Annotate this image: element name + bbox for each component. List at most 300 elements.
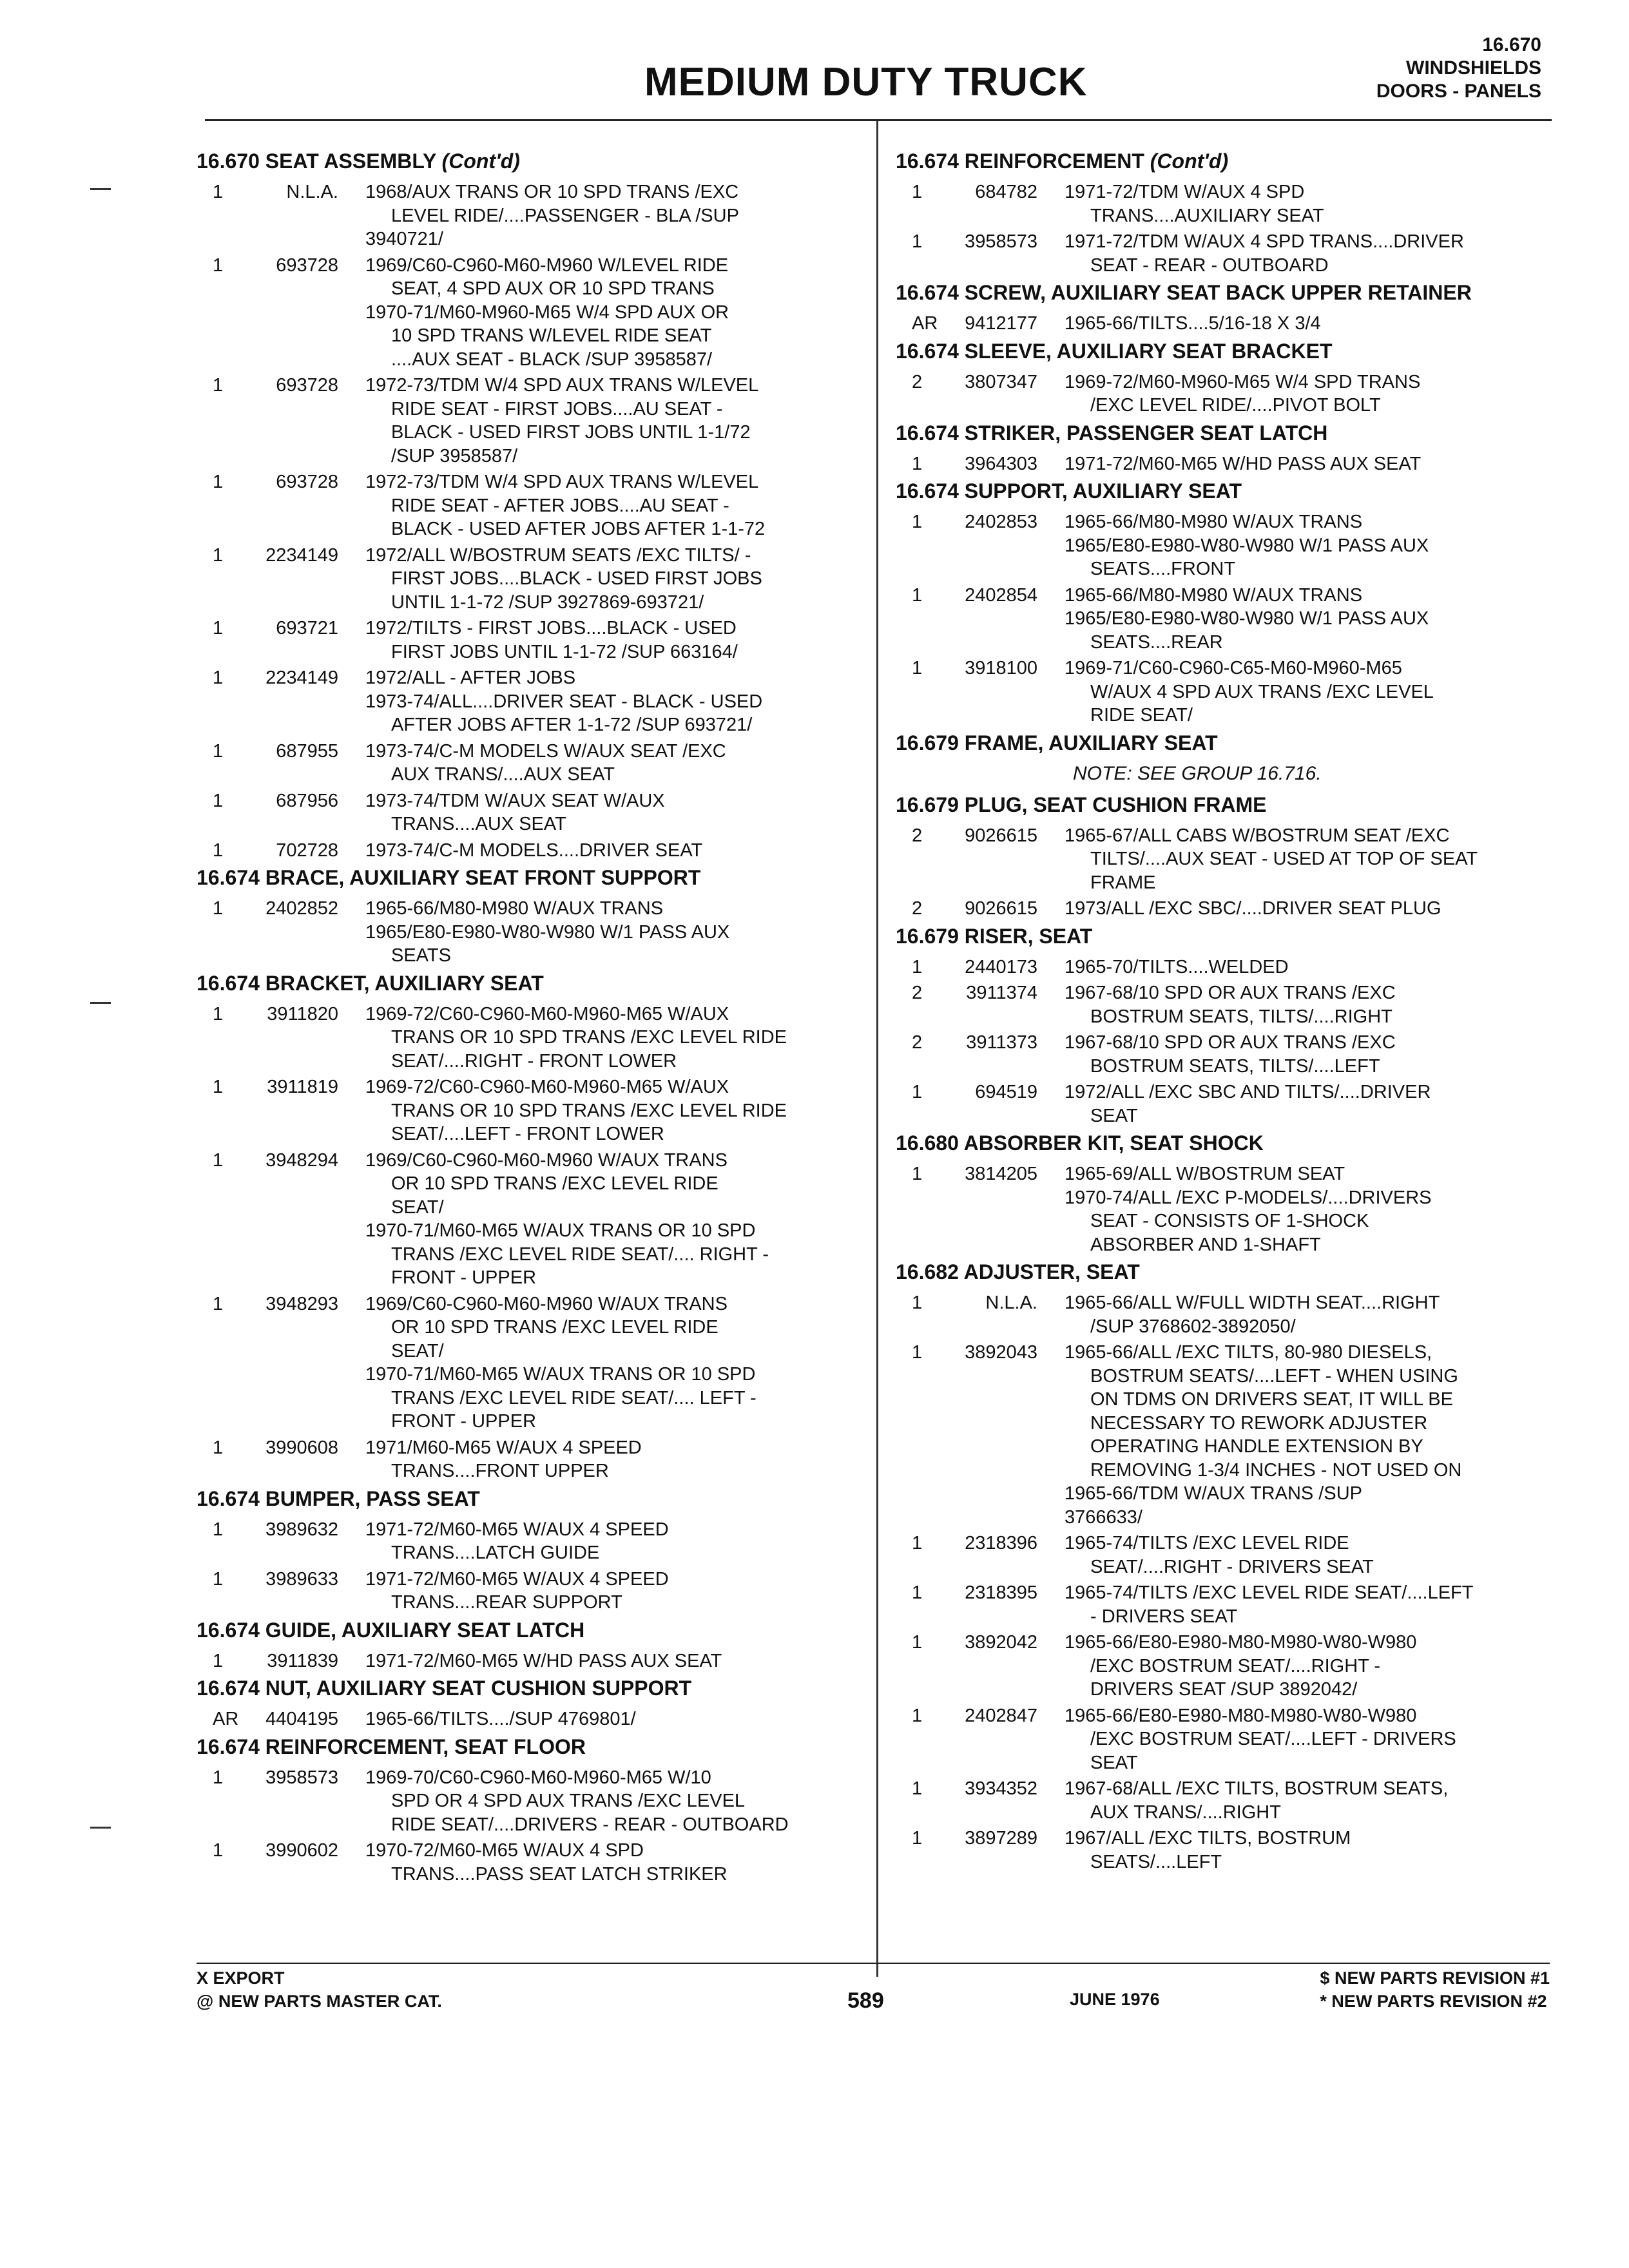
section-title xyxy=(197,970,854,996)
page-number: 589 xyxy=(847,1988,884,2013)
part-number: 3807347 xyxy=(965,371,1037,392)
description-line: 1969-72/C60-C960-M60-M960-M65 W/AUX xyxy=(365,1077,729,1097)
part-description xyxy=(1065,897,1553,921)
section-title-text: 16.674 BRACKET, AUXILIARY SEAT xyxy=(197,971,544,995)
section-title-text: 16.674 SCREW, AUXILIARY SEAT BACK UPPER RETAINER xyxy=(896,281,1472,304)
description-line: 1970-72/M60-M65 W/AUX 4 SPD xyxy=(365,1840,644,1861)
part-description xyxy=(365,1003,854,1073)
part-description xyxy=(1065,370,1553,418)
part-row xyxy=(197,254,854,372)
section-title-text: 16.674 SUPPORT, AUXILIARY SEAT xyxy=(896,479,1242,503)
part-quantity: 1 xyxy=(213,1519,224,1540)
part-quantity: 1 xyxy=(213,898,224,919)
part-row xyxy=(197,1149,854,1290)
description-line: /SUP 3958587/ xyxy=(391,445,518,466)
header-rule xyxy=(205,119,1552,121)
description-line: TILTS/....AUX SEAT - USED AT TOP OF SEAT xyxy=(1090,849,1478,869)
part-number: 684782 xyxy=(975,182,1037,202)
catalog-section xyxy=(896,792,1553,921)
section-title-text: 16.682 ADJUSTER, SEAT xyxy=(896,1260,1140,1283)
catalog-section xyxy=(896,1130,1553,1256)
part-description xyxy=(1065,510,1553,581)
part-number: 2234149 xyxy=(265,668,338,688)
part-row xyxy=(197,740,854,787)
part-description xyxy=(1065,1827,1553,1874)
description-line: OPERATING HANDLE EXTENSION BY xyxy=(1090,1436,1423,1457)
part-row xyxy=(197,617,854,664)
part-row xyxy=(197,1518,854,1565)
legend-revision-1: $ NEW PARTS REVISION #1 xyxy=(1320,1968,1550,1988)
description-line: 1973-74/TDM W/AUX SEAT W/AUX xyxy=(365,790,665,811)
part-row xyxy=(896,1341,1553,1529)
section-title xyxy=(896,923,1553,949)
part-quantity: 1 xyxy=(213,1650,224,1671)
legend-export: X EXPORT xyxy=(197,1968,285,1988)
section-continued-label: (Cont'd) xyxy=(1150,149,1229,173)
part-description xyxy=(1065,1581,1553,1628)
part-row xyxy=(197,1293,854,1434)
group-heading xyxy=(1271,34,1541,103)
description-line: FRAME xyxy=(1090,872,1156,893)
section-title xyxy=(896,148,1553,174)
part-number: 2318396 xyxy=(965,1533,1037,1553)
description-line: 1965-66/TILTS..../SUP 4769801/ xyxy=(365,1709,636,1729)
part-number: 694519 xyxy=(975,1082,1037,1102)
catalog-section xyxy=(896,1259,1553,1874)
part-number: 9412177 xyxy=(965,313,1037,334)
part-quantity: 1 xyxy=(213,375,224,396)
part-quantity: 1 xyxy=(912,1828,923,1849)
part-number: 3934352 xyxy=(965,1778,1037,1799)
description-line: SEATS....REAR xyxy=(1090,631,1223,653)
description-line: ABSORBER AND 1-SHAFT xyxy=(1090,1234,1321,1255)
part-quantity: 1 xyxy=(213,1077,224,1097)
description-line: SEAT/ xyxy=(391,1340,444,1361)
part-number: 702728 xyxy=(276,840,338,861)
part-quantity: 2 xyxy=(912,1032,923,1053)
description-line: BLACK - USED FIRST JOBS UNTIL 1-1/72 xyxy=(391,422,751,443)
part-quantity: 1 xyxy=(213,182,224,202)
description-line: 1965/E80-E980-W80-W980 W/1 PASS AUX xyxy=(1065,535,1429,556)
part-number: 3948293 xyxy=(265,1293,338,1314)
part-row xyxy=(896,230,1553,277)
part-description xyxy=(1065,1704,1553,1775)
part-description xyxy=(1065,824,1553,895)
part-description xyxy=(1065,452,1553,476)
description-line: 1965-70/TILTS....WELDED xyxy=(1065,956,1289,977)
part-number: 2440173 xyxy=(965,956,1037,977)
description-line: SEAT xyxy=(1090,1105,1138,1126)
description-line: FIRST JOBS....BLACK - USED FIRST JOBS xyxy=(391,568,762,589)
part-number: 3911819 xyxy=(267,1077,338,1097)
part-quantity: 2 xyxy=(912,371,923,392)
part-row xyxy=(197,1766,854,1837)
section-title xyxy=(197,1486,854,1512)
part-number: 693728 xyxy=(276,255,338,276)
part-row xyxy=(197,544,854,615)
part-quantity: 1 xyxy=(213,1840,224,1861)
description-line: 1971-72/M60-M65 W/HD PASS AUX SEAT xyxy=(365,1650,722,1671)
description-line: BOSTRUM SEATS, TILTS/....RIGHT xyxy=(1090,1006,1393,1027)
section-title-text: 16.674 SLEEVE, AUXILIARY SEAT BRACKET xyxy=(896,339,1333,363)
part-row xyxy=(197,789,854,836)
part-number: 3989632 xyxy=(265,1519,338,1540)
part-row xyxy=(896,1081,1553,1128)
part-row xyxy=(197,180,854,251)
description-line: OR 10 SPD TRANS /EXC LEVEL RIDE xyxy=(391,1173,718,1194)
section-title xyxy=(197,1617,854,1643)
part-row xyxy=(896,657,1553,727)
part-description xyxy=(1065,180,1553,227)
part-row xyxy=(197,470,854,541)
part-quantity: 2 xyxy=(912,898,923,919)
catalog-section xyxy=(896,730,1553,785)
section-title xyxy=(197,1734,854,1760)
part-description xyxy=(1065,1162,1553,1256)
footer-legend-right xyxy=(1320,1966,1550,2013)
section-title-text: 16.679 PLUG, SEAT CUSHION FRAME xyxy=(896,793,1267,816)
part-row xyxy=(197,1436,854,1483)
description-line: LEVEL RIDE/....PASSENGER - BLA /SUP xyxy=(391,205,739,226)
part-description xyxy=(365,470,854,541)
part-row xyxy=(896,824,1553,895)
part-description xyxy=(365,789,854,836)
description-line: 1973-74/ALL....DRIVER SEAT - BLACK - USED xyxy=(365,691,763,712)
part-number: 3948294 xyxy=(265,1149,338,1171)
column-divider xyxy=(876,121,878,1977)
section-title-text: 16.674 BRACE, AUXILIARY SEAT FRONT SUPPORT xyxy=(197,866,701,889)
description-line: SEAT/....RIGHT - DRIVERS SEAT xyxy=(1090,1556,1374,1577)
part-description xyxy=(365,740,854,787)
part-row xyxy=(197,839,854,863)
part-row xyxy=(896,1532,1553,1579)
description-line: FRONT - UPPER xyxy=(391,1411,537,1432)
description-line: AUX TRANS/....RIGHT xyxy=(1090,1802,1281,1823)
description-line: SEAT/....RIGHT - FRONT LOWER xyxy=(391,1050,677,1072)
description-line: SEAT/....LEFT - FRONT LOWER xyxy=(391,1124,664,1144)
part-quantity: 1 xyxy=(213,790,224,811)
part-row xyxy=(896,312,1553,336)
catalog-section xyxy=(896,338,1553,418)
part-description xyxy=(1065,1031,1553,1078)
section-continued-label: (Cont'd) xyxy=(441,149,520,173)
part-number: 9026615 xyxy=(965,898,1037,919)
margin-tick xyxy=(90,1827,111,1829)
description-line: FIRST JOBS UNTIL 1-1-72 /SUP 663164/ xyxy=(391,641,738,662)
description-line: NECESSARY TO REWORK ADJUSTER xyxy=(1090,1412,1428,1434)
part-description xyxy=(1065,1291,1553,1338)
section-title-text: 16.680 ABSORBER KIT, SEAT SHOCK xyxy=(896,1131,1264,1155)
part-number: 2402847 xyxy=(965,1705,1037,1726)
part-description xyxy=(365,1766,854,1837)
part-description xyxy=(365,1839,854,1886)
description-line: 1971-72/TDM W/AUX 4 SPD xyxy=(1065,182,1305,202)
part-number: 3911373 xyxy=(966,1032,1037,1053)
description-line: 1967/ALL /EXC TILTS, BOSTRUM xyxy=(1065,1828,1351,1849)
page-footer xyxy=(197,1965,1550,2030)
part-quantity: 1 xyxy=(213,740,224,762)
catalog-section xyxy=(197,865,854,968)
part-row xyxy=(896,1631,1553,1702)
part-quantity: 1 xyxy=(912,1533,923,1553)
part-row xyxy=(896,1704,1553,1775)
description-line: W/AUX 4 SPD AUX TRANS /EXC LEVEL xyxy=(1090,681,1434,702)
description-line: RIDE SEAT - AFTER JOBS....AU SEAT - xyxy=(391,495,729,516)
description-line: 1965-66/ALL W/FULL WIDTH SEAT....RIGHT xyxy=(1065,1293,1440,1313)
part-number: 2402853 xyxy=(965,512,1037,532)
description-line: 1969-70/C60-C960-M60-M960-M65 W/10 xyxy=(365,1767,711,1788)
part-row xyxy=(197,1003,854,1073)
section-title-text: 16.674 BUMPER, PASS SEAT xyxy=(197,1486,480,1510)
section-title xyxy=(896,478,1553,504)
part-number: 3990602 xyxy=(265,1840,338,1861)
part-quantity: 1 xyxy=(912,658,923,678)
description-line: 1972-73/TDM W/4 SPD AUX TRANS W/LEVEL xyxy=(365,375,759,396)
description-line: 1965-74/TILTS /EXC LEVEL RIDE SEAT/....LEFT xyxy=(1065,1582,1474,1603)
part-number: 3989633 xyxy=(265,1568,338,1590)
part-number: 687955 xyxy=(276,740,338,762)
part-description xyxy=(1065,1341,1553,1529)
part-number: 693728 xyxy=(276,472,338,492)
part-quantity: 1 xyxy=(213,255,224,276)
section-title xyxy=(896,420,1553,446)
part-number: 3918100 xyxy=(965,658,1037,678)
part-number: 3911820 xyxy=(267,1003,338,1024)
part-description xyxy=(365,617,854,664)
margin-tick xyxy=(90,188,111,190)
part-description xyxy=(365,1075,854,1146)
part-quantity: 1 xyxy=(912,584,923,606)
description-line: 1968/AUX TRANS OR 10 SPD TRANS /EXC xyxy=(365,182,739,202)
part-description xyxy=(1065,230,1553,277)
description-line: 1965-67/ALL CABS W/BOSTRUM SEAT /EXC xyxy=(1065,825,1450,846)
section-title xyxy=(896,730,1553,756)
catalog-section xyxy=(896,280,1553,336)
description-line: 3766633/ xyxy=(1065,1506,1142,1528)
catalog-section xyxy=(197,1675,854,1731)
description-line: 1965-66/M80-M980 W/AUX TRANS xyxy=(1065,512,1363,532)
part-number: 3897289 xyxy=(965,1828,1037,1849)
description-line: 1965-66/M80-M980 W/AUX TRANS xyxy=(365,898,664,919)
part-description xyxy=(365,897,854,968)
part-description xyxy=(1065,981,1553,1028)
part-description xyxy=(365,374,854,468)
description-line: 1965-74/TILTS /EXC LEVEL RIDE xyxy=(1065,1533,1349,1553)
part-description xyxy=(365,1293,854,1434)
right-column xyxy=(896,148,1553,1876)
description-line: - DRIVERS SEAT xyxy=(1090,1606,1238,1627)
section-title-text: 16.670 SEAT ASSEMBLY xyxy=(197,149,436,173)
description-line: 1965-66/TDM W/AUX TRANS /SUP xyxy=(1065,1483,1362,1504)
description-line: 1969-72/M60-M960-M65 W/4 SPD TRANS xyxy=(1065,371,1421,392)
description-line: SEAT - REAR - OUTBOARD xyxy=(1090,255,1329,276)
description-line: UNTIL 1-1-72 /SUP 3927869-693721/ xyxy=(391,591,704,613)
description-line: 1971-72/M60-M65 W/AUX 4 SPEED xyxy=(365,1568,669,1590)
description-line: 1969/C60-C960-M60-M960 W/AUX TRANS xyxy=(365,1293,728,1314)
description-line: AUX TRANS/....AUX SEAT xyxy=(391,764,615,785)
part-number: 2402854 xyxy=(965,584,1037,606)
part-quantity: 1 xyxy=(213,1568,224,1590)
part-number: 693728 xyxy=(276,375,338,396)
section-title-text: 16.674 STRIKER, PASSENGER SEAT LATCH xyxy=(896,421,1328,445)
part-row xyxy=(197,1075,854,1146)
part-row xyxy=(896,584,1553,655)
description-line: 1967-68/ALL /EXC TILTS, BOSTRUM SEATS, xyxy=(1065,1778,1449,1799)
description-line: 1969-72/C60-C960-M60-M960-M65 W/AUX xyxy=(365,1003,729,1024)
catalog-section xyxy=(197,970,854,1483)
part-quantity: 1 xyxy=(912,231,923,252)
part-row xyxy=(197,666,854,737)
part-quantity: 1 xyxy=(213,840,224,861)
description-line: 1967-68/10 SPD OR AUX TRANS /EXC xyxy=(1065,1032,1396,1053)
section-title xyxy=(197,1675,854,1701)
catalog-section xyxy=(896,148,1553,277)
description-line: 1970-71/M60-M960-M65 W/4 SPD AUX OR xyxy=(365,302,729,323)
description-line: 1965-66/M80-M980 W/AUX TRANS xyxy=(1065,584,1363,606)
page-title: MEDIUM DUTY TRUCK xyxy=(644,60,1088,104)
catalog-section xyxy=(896,420,1553,476)
section-title xyxy=(896,338,1553,364)
part-number: 3892043 xyxy=(965,1342,1037,1363)
part-number: 3958573 xyxy=(965,231,1037,252)
part-quantity: 1 xyxy=(213,1003,224,1024)
section-title-text: 16.674 REINFORCEMENT xyxy=(896,149,1144,173)
part-row xyxy=(197,1839,854,1886)
part-quantity: 1 xyxy=(213,1149,224,1171)
description-line: /SUP 3768602-3892050/ xyxy=(1090,1316,1296,1337)
part-number: N.L.A. xyxy=(985,1293,1037,1313)
part-quantity: 1 xyxy=(213,1293,224,1314)
part-description xyxy=(1065,312,1553,336)
description-line: 1973-74/C-M MODELS W/AUX SEAT /EXC xyxy=(365,740,726,762)
description-line: TRANS OR 10 SPD TRANS /EXC LEVEL RIDE xyxy=(391,1027,787,1048)
part-number: 3990608 xyxy=(265,1437,338,1458)
description-line: 1973/ALL /EXC SBC/....DRIVER SEAT PLUG xyxy=(1065,898,1441,919)
part-number: 3892042 xyxy=(965,1632,1037,1653)
part-row xyxy=(896,1162,1553,1256)
description-line: RIDE SEAT - FIRST JOBS....AU SEAT - xyxy=(391,398,723,419)
part-row xyxy=(896,897,1553,921)
section-title xyxy=(896,1259,1553,1285)
description-line: 1972/ALL /EXC SBC AND TILTS/....DRIVER xyxy=(1065,1082,1431,1102)
margin-tick xyxy=(90,1002,111,1004)
description-line: SEATS/....LEFT xyxy=(1090,1851,1222,1872)
part-quantity: 1 xyxy=(912,182,923,202)
part-number: 4404195 xyxy=(265,1709,338,1729)
part-quantity: 1 xyxy=(213,668,224,688)
part-quantity: 1 xyxy=(912,1582,923,1603)
catalog-section xyxy=(197,1734,854,1887)
part-quantity: 1 xyxy=(912,956,923,977)
part-description xyxy=(365,544,854,615)
part-row xyxy=(197,1649,854,1673)
part-row xyxy=(896,1777,1553,1824)
catalog-section xyxy=(197,1617,854,1673)
description-line: TRANS....PASS SEAT LATCH STRIKER xyxy=(391,1863,728,1885)
part-row xyxy=(896,1581,1553,1628)
part-description xyxy=(365,1436,854,1483)
section-title-text: 16.674 GUIDE, AUXILIARY SEAT LATCH xyxy=(197,1618,585,1642)
part-quantity: 1 xyxy=(912,1164,923,1184)
part-row xyxy=(896,452,1553,476)
description-line: 1971-72/M60-M65 W/AUX 4 SPEED xyxy=(365,1519,669,1540)
catalog-section xyxy=(197,1486,854,1615)
description-line: 1972-73/TDM W/4 SPD AUX TRANS W/LEVEL xyxy=(365,472,759,492)
description-line: 10 SPD TRANS W/LEVEL RIDE SEAT xyxy=(391,325,712,346)
part-quantity: 1 xyxy=(912,1778,923,1799)
part-row xyxy=(896,1291,1553,1338)
part-row xyxy=(197,897,854,968)
description-line: 3940721/ xyxy=(365,229,443,249)
part-number: 2234149 xyxy=(265,544,338,566)
description-line: ON TDMS ON DRIVERS SEAT, IT WILL BE xyxy=(1090,1389,1453,1410)
part-description xyxy=(1065,1081,1553,1128)
description-line: /EXC BOSTRUM SEAT/....RIGHT - xyxy=(1090,1655,1381,1677)
description-line: FRONT - UPPER xyxy=(391,1267,537,1288)
part-quantity: 1 xyxy=(912,1293,923,1313)
part-number: 3911839 xyxy=(267,1650,338,1671)
part-quantity: 1 xyxy=(912,1632,923,1653)
footer-rule xyxy=(197,1963,1550,1964)
section-note: NOTE: SEE GROUP 16.716. xyxy=(1073,762,1322,784)
left-column xyxy=(197,148,854,1888)
part-quantity: 2 xyxy=(912,825,923,846)
section-title xyxy=(197,148,854,174)
part-description xyxy=(1065,1777,1553,1824)
description-line: SEAT xyxy=(1090,1752,1138,1773)
legend-revision-2: * NEW PARTS REVISION #2 xyxy=(1320,1992,1547,2011)
part-row xyxy=(896,180,1553,227)
part-row xyxy=(896,370,1553,418)
part-row xyxy=(197,1707,854,1731)
part-description xyxy=(1065,1532,1553,1579)
description-line: TRANS....REAR SUPPORT xyxy=(391,1592,622,1613)
part-number: 3814205 xyxy=(965,1164,1037,1184)
description-line: 1967-68/10 SPD OR AUX TRANS /EXC xyxy=(1065,983,1396,1003)
description-line: 1971-72/M60-M65 W/HD PASS AUX SEAT xyxy=(1065,453,1422,474)
section-title xyxy=(896,1130,1553,1156)
description-line: TRANS /EXC LEVEL RIDE SEAT/.... LEFT - xyxy=(391,1387,757,1408)
catalog-date: JUNE 1976 xyxy=(1070,1990,1160,2009)
part-row xyxy=(896,1031,1553,1078)
description-line: DRIVERS SEAT /SUP 3892042/ xyxy=(1090,1679,1358,1700)
description-line: SEATS xyxy=(391,945,451,966)
part-quantity: AR xyxy=(213,1709,239,1729)
part-quantity: 1 xyxy=(213,544,224,566)
part-quantity: 1 xyxy=(213,1767,224,1788)
description-line: RIDE SEAT/....DRIVERS - REAR - OUTBOARD xyxy=(391,1814,789,1835)
part-description xyxy=(1065,956,1553,979)
description-line: TRANS....AUX SEAT xyxy=(391,814,566,834)
part-row xyxy=(197,1568,854,1615)
part-quantity: 1 xyxy=(213,618,224,639)
part-number: 9026615 xyxy=(965,825,1037,846)
part-description xyxy=(365,1518,854,1565)
part-number: 3958573 xyxy=(265,1767,338,1788)
section-title-text: 16.679 RISER, SEAT xyxy=(896,924,1093,948)
description-line: 1965-66/E80-E980-M80-M980-W80-W980 xyxy=(1065,1632,1417,1653)
part-description xyxy=(365,839,854,863)
part-number: 2402852 xyxy=(265,898,338,919)
part-quantity: 1 xyxy=(213,1437,224,1458)
part-number: 687956 xyxy=(276,790,338,811)
part-description xyxy=(1065,584,1553,655)
part-description xyxy=(365,666,854,737)
part-description xyxy=(365,254,854,372)
description-line: 1965/E80-E980-W80-W980 W/1 PASS AUX xyxy=(1065,608,1429,629)
part-description xyxy=(365,180,854,251)
description-line: 1971/M60-M65 W/AUX 4 SPEED xyxy=(365,1437,642,1458)
